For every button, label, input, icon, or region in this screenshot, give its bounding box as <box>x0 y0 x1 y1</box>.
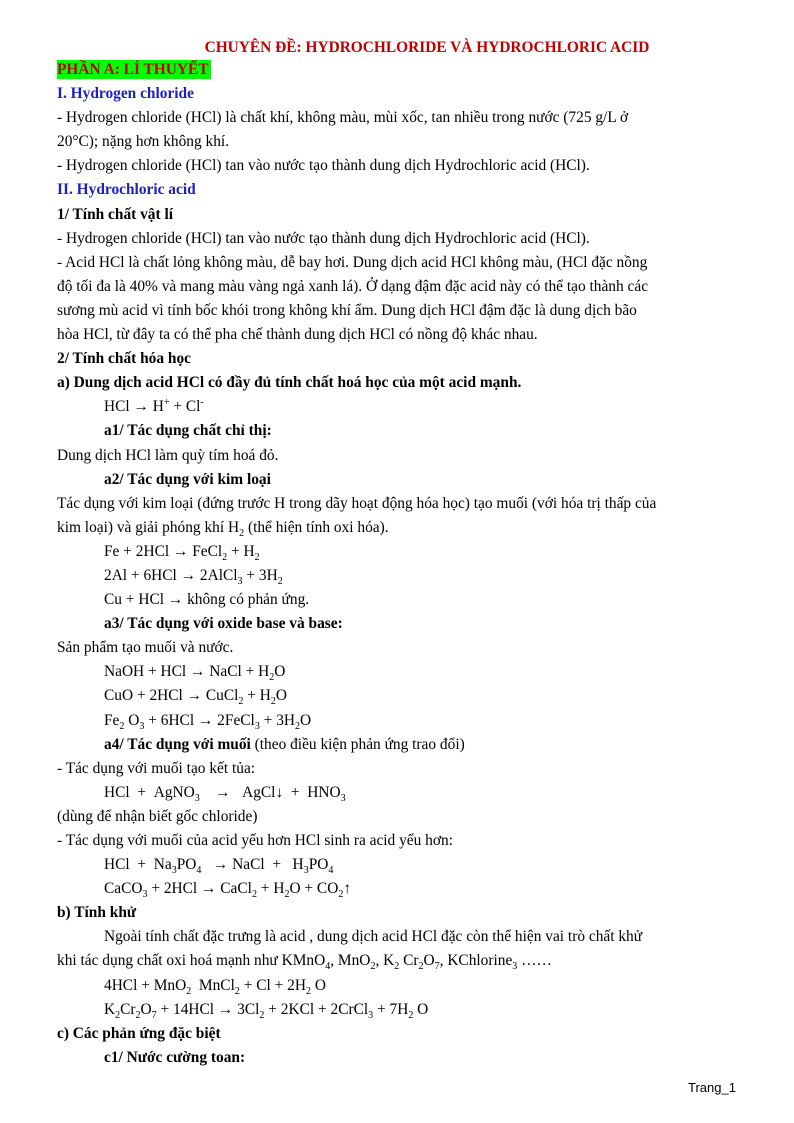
page-number: Trang_1 <box>688 1080 736 1095</box>
heading-a: a) Dung dịch acid HCl có đầy đủ tính chất hoá học của một acid mạnh. <box>57 374 522 392</box>
equation: 4HCl + MnO$_2$ MnCl$_2$ + $Cl + 2H_2$ O <box>104 976 326 997</box>
equation: NaOH + HCl → NaCl + $H_2O$ <box>104 663 286 684</box>
text-line: Sản phẩm tạo muối và nước. <box>57 639 234 657</box>
equation: HCl → H+ + Cl- <box>104 397 204 416</box>
equation: Fe + 2HCl → FeCl$_2$ + $H_2$ <box>104 542 260 563</box>
text-line: Dung dịch HCl làm quỳ tím hoá đỏ. <box>57 446 279 464</box>
text-line: Ngoài tính chất đặc trưng là acid , dung dịch acid HCl đặc còn thể hiện vai trò chất khử <box>104 928 643 946</box>
equation: CuO + 2HCl → CuCl$_2$ + $H_2O$ <box>104 687 288 708</box>
text-line: hòa HCl, từ đây ta có thể pha chế thành dung dịch HCl có nồng độ khác nhau. <box>57 326 538 344</box>
equation: $K_2Cr_2O_7 + 14HCl \to 3Cl_2 + 2KCl$ + 2CrCl$_3$ + $7H_2$ O <box>104 1000 429 1021</box>
text-line: - Acid HCl là chất lỏng không màu, dễ bay hơi. Dung dịch acid HCl không màu, (HCl đặc nồng <box>57 253 648 271</box>
part-a-heading: PHẦN A: LÍ THUYẾT <box>57 61 209 78</box>
text-line: - Tác dụng với muối tạo kết tủa: <box>57 759 256 777</box>
text-line: 20°C); nặng hơn không khí. <box>57 133 230 151</box>
page-content <box>57 38 737 1070</box>
equation: HCl + AgNO$_3$ → AgCl↓ + $HNO_3$ <box>104 783 346 804</box>
equation: $Fe_2$ $O_3 + 6HCl$ → 2FeCl$_3$ + $3H_2O$ <box>104 711 312 732</box>
heading-a1: a1/ Tác dụng chất chỉ thị: <box>104 422 272 440</box>
equation: 2Al + 6HCl → 2AlCl$_3$ + $3H_2$ <box>104 566 283 588</box>
subsection-physical: 1/ Tính chất vật lí <box>57 205 174 223</box>
equation: CaCO$_3$ + 2HCl → CaCl$_2$ + $H_2O$ + $CO_2↑$ <box>104 880 352 901</box>
equation: Cu + HCl → không có phản ứng. <box>104 591 310 609</box>
text-line: - Tác dụng với muối của acid yếu hơn HCl sinh ra acid yếu hơn: <box>57 832 453 849</box>
heading-a2: a2/ Tác dụng với kim loại <box>104 470 271 488</box>
heading-a4: a4/ Tác dụng với muối (theo điều kiện phản ứng trao đổi) <box>104 735 465 753</box>
section-hydrochloric-acid: II. Hydrochloric acid <box>57 181 196 199</box>
heading-c: c) Các phản ứng đặc biệt <box>57 1024 221 1042</box>
heading-a3: a3/ Tác dụng với oxide base và base: <box>104 615 343 633</box>
text-line: Tác dụng với kim loại (đứng trước H trong dãy hoạt động hóa học) tạo muối (với hóa trị thấp của <box>57 494 657 512</box>
text-line: sương mù acid vì tính bốc khói trong không khí ẩm. Dung dịch HCl đậm đặc là dung dịch bão <box>57 301 637 319</box>
subsection-chemical: 2/ Tính chất hóa học <box>57 350 191 368</box>
text-line: độ tối đa là 40% và mang màu vàng ngả xanh lá). Ở dạng đậm đặc acid này có thể tạo thành các <box>57 277 649 295</box>
page-title: CHUYÊN ĐỀ: HYDROCHLORIDE VÀ HYDROCHLORIC ACID <box>204 39 650 56</box>
heading-c1: c1/ Nước cường toan: <box>104 1048 246 1066</box>
text-line: (dùng để nhận biết gốc chloride) <box>57 807 258 825</box>
heading-b: b) Tính khử <box>57 904 137 922</box>
text-line: - Hydrogen chloride (HCl) tan vào nước tạo thành dung dịch Hydrochloric acid (HCl). <box>57 157 590 175</box>
text-line: khi tác dụng chất oxi hoá mạnh như KMnO$_4$, MnO$_2$, $K_2$ $Cr_2O_7$, KChlorine$_3$ …… <box>57 952 552 973</box>
text-line: - Hydrogen chloride (HCl) là chất khí, không màu, mùi xốc, tan nhiều trong nước (725 g/L ở <box>57 109 629 127</box>
text-line: - Hydrogen chloride (HCl) tan vào nước tạo thành dung dịch Hydrochloric acid (HCl). <box>57 229 590 247</box>
section-hydrogen-chloride: I. Hydrogen chloride <box>57 85 194 103</box>
equation: HCl + $Na_3PO_4$ → NaCl + $H_3PO_4$ <box>104 856 334 877</box>
text-line: kim loại) và giải phóng khí $H_2$ (thể hiện tính oxi hóa). <box>57 518 389 539</box>
